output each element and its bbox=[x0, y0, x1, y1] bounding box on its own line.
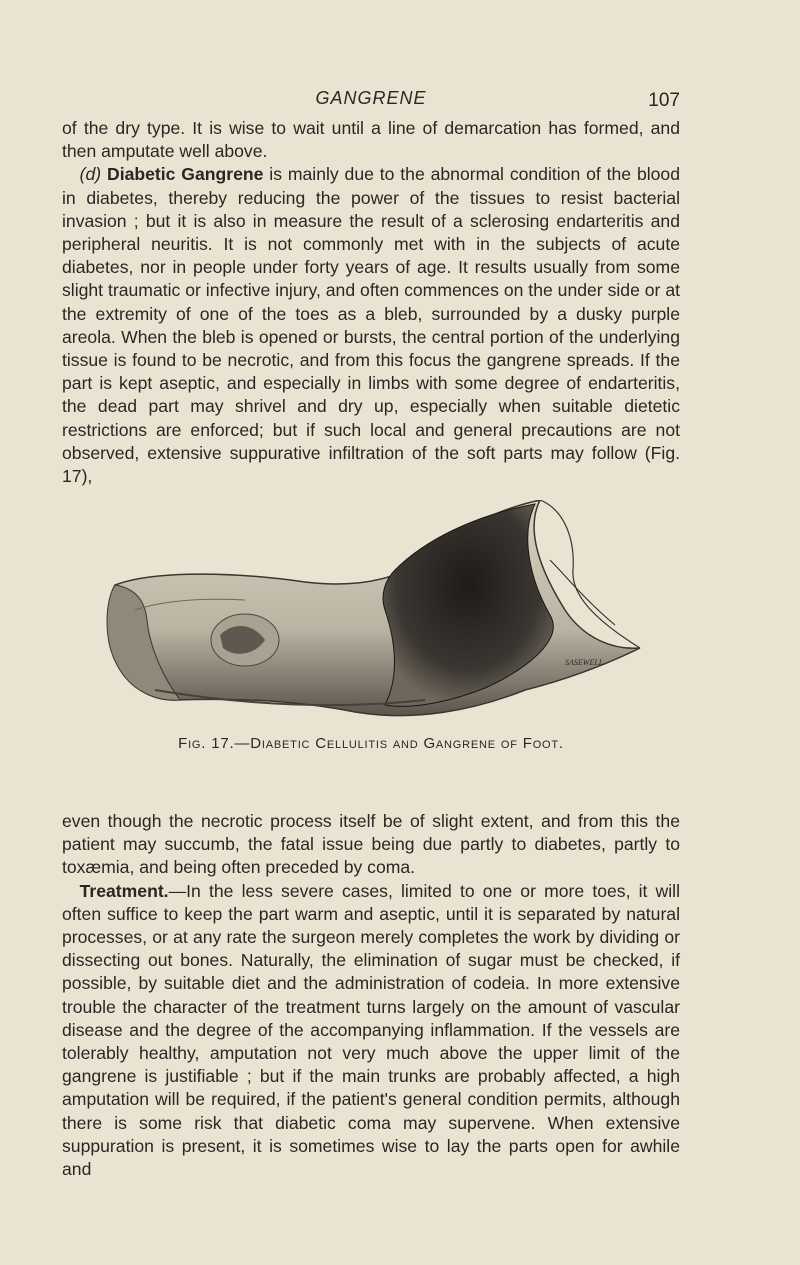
foot-illustration bbox=[95, 500, 655, 722]
paragraph bbox=[62, 880, 680, 1182]
artist-signature: SASEWELL. bbox=[565, 658, 606, 667]
body-text-bottom bbox=[62, 810, 680, 1181]
section-heading: Treatment. bbox=[79, 880, 169, 901]
paragraph-text: of the dry type. It is wise to wait until a line of demarcation has formed, and then amputate well above. bbox=[62, 118, 680, 162]
paragraph bbox=[62, 117, 680, 163]
section-heading: Diabetic Gangrene bbox=[106, 164, 264, 185]
paragraph bbox=[62, 810, 680, 880]
foot-outline-shape bbox=[109, 500, 640, 716]
figure-caption: Fig. 17.—Diabetic Cellulitis and Gangrene of Foot. bbox=[178, 735, 564, 752]
paragraph-text: —In the less severe cases, limited to one or more toes, it will often suffice to keep the part warm and aseptic, until it is separated by natural processes, or at any rate the surgeon merely completes the work by dividing or dissecting out bones. Naturally, the elimination of sugar must be checked, if possible, by suitable diet and the administration of codeia. In more extensive trouble the character of the treatment turns largely on the amount of vascular disease and the degree of the accompanying inflammation. If the vessels are tolerably healthy, amputation not very much above the upper limit of the gangrene is justifiable ; but if the main trunks are probably affected, a high amputation will be required, if the patient's general condition permits, although there is some risk that diabetic coma may supervene. When extensive suppuration is present, it is sometimes wise to lay the parts open for awhile and bbox=[62, 880, 680, 1180]
running-title: GANGRENE bbox=[315, 88, 427, 108]
paragraph-text: even though the necrotic process itself be of slight extent, and from this the patient may succumb, the fatal issue being due partly to diabetes, partly to toxæmia, and being often preceded by coma. bbox=[62, 811, 680, 878]
figure-foot-illustration bbox=[95, 500, 655, 722]
running-head bbox=[62, 88, 680, 112]
body-text-top bbox=[62, 117, 680, 488]
section-letter: (d) bbox=[79, 164, 102, 185]
paragraph bbox=[62, 163, 680, 488]
paragraph-text: is mainly due to the abnormal condition of the blood in diabetes, thereby reducing the power of the tissues to resist bacterial invasion ; but it is also in measure the result of a sclerosing endarteritis and peripheral neuritis. It is not commonly met with in the subjects of acute diabetes, nor in people under forty years of age. It results usually from some slight traumatic or infective injury, and often commences on the under side or at the extremity of one of the toes as a bleb, surrounded by a dusky purple areola. When the bleb is opened or bursts, the central portion of the underlying tissue is found to be necrotic, and from this focus the gangrene spreads. If the part is kept aseptic, and especially in limbs with some degree of endarteritis, the dead part may shrivel and dry up, especially when suitable dietetic restrictions are enforced; but if such local and general precautions are not observed, extensive suppurative infiltration of the soft parts may follow (Fig. 17), bbox=[62, 164, 680, 487]
page-number: 107 bbox=[648, 90, 680, 111]
